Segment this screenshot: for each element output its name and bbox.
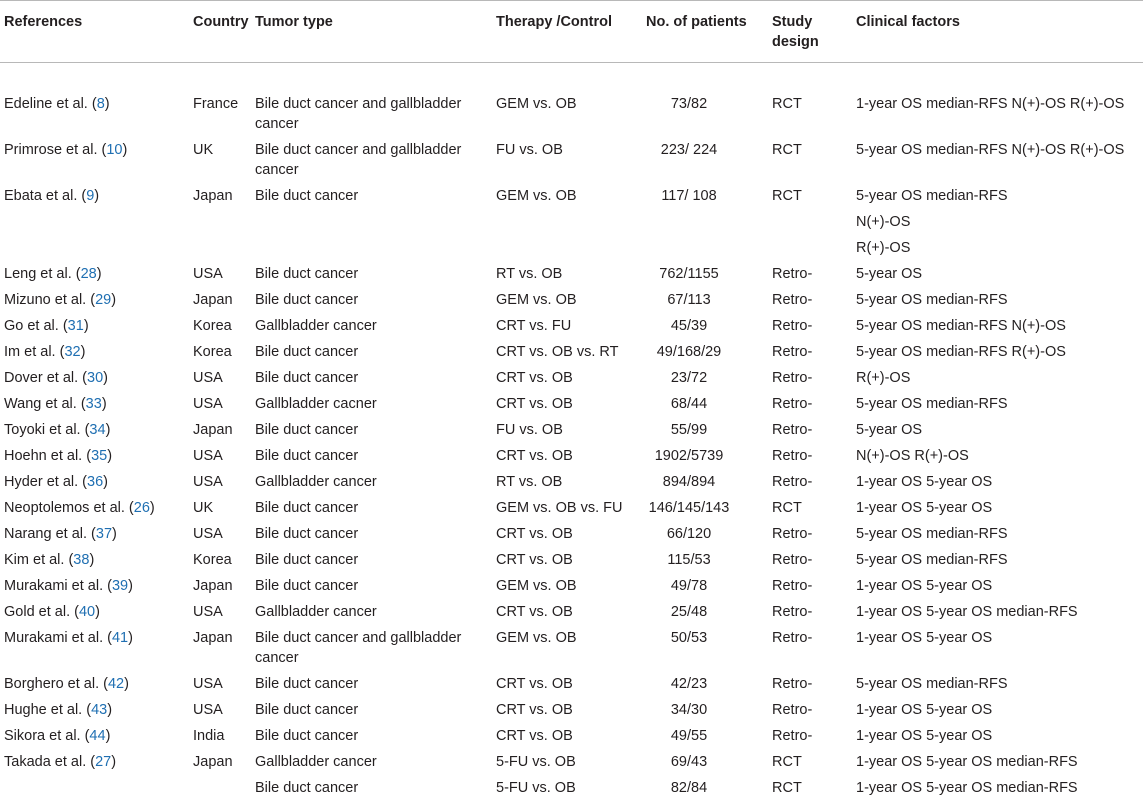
header-factors: Clinical factors <box>854 1 1143 63</box>
cell-design: Retro- <box>772 417 854 443</box>
cell-reference <box>0 287 193 313</box>
factors-line: 5-year OS <box>856 264 1143 284</box>
cell-reference <box>0 469 193 495</box>
cell-clinical-factors <box>854 671 1143 697</box>
cell-therapy: FU vs. OB <box>496 137 646 183</box>
cell-therapy: CRT vs. FU <box>496 313 646 339</box>
cell-patients: 49/168/29 <box>646 339 772 365</box>
cell-tumor-type: Bile duct cancer <box>255 339 496 365</box>
header-references: References <box>0 1 193 63</box>
table-row <box>0 625 1143 671</box>
cell-patients: 49/78 <box>646 573 772 599</box>
cell-clinical-factors <box>854 599 1143 625</box>
cell-design: Retro- <box>772 521 854 547</box>
author-text: Takada et al. ( <box>4 754 95 770</box>
author-text: Gold et al. ( <box>4 604 79 620</box>
cell-patients: 69/43 <box>646 749 772 775</box>
cell-country: India <box>193 723 255 749</box>
table-row <box>0 137 1143 183</box>
cell-country: USA <box>193 261 255 287</box>
author-text: Im et al. ( <box>4 344 64 360</box>
citation-close: ) <box>106 728 111 744</box>
citation-close: ) <box>84 318 89 334</box>
cell-design: RCT <box>772 749 854 775</box>
cell-design: Retro- <box>772 261 854 287</box>
cell-therapy: FU vs. OB <box>496 417 646 443</box>
cell-tumor-type: Bile duct cancer and gallbladder cancer <box>255 137 496 183</box>
cell-clinical-factors <box>854 137 1143 183</box>
cell-design: Retro- <box>772 697 854 723</box>
cell-clinical-factors <box>854 469 1143 495</box>
table-row <box>0 495 1143 521</box>
cell-design: RCT <box>772 63 854 138</box>
cell-clinical-factors <box>854 521 1143 547</box>
cell-design: RCT <box>772 137 854 183</box>
citation-link[interactable]: 37 <box>96 526 112 542</box>
citation-close: ) <box>81 344 86 360</box>
table-row <box>0 443 1143 469</box>
cell-clinical-factors <box>854 339 1143 365</box>
table-row <box>0 775 1143 801</box>
table-row <box>0 573 1143 599</box>
factors-line: N(+)-OS R(+)-OS <box>856 446 1143 466</box>
cell-country: UK <box>193 495 255 521</box>
cell-design: Retro- <box>772 391 854 417</box>
cell-tumor-type: Gallbladder cancer <box>255 749 496 775</box>
cell-design: Retro- <box>772 287 854 313</box>
factors-line: 1-year OS 5-year OS median-RFS <box>856 752 1143 772</box>
cell-tumor-type: Bile duct cancer <box>255 697 496 723</box>
cell-tumor-type: Bile duct cancer <box>255 495 496 521</box>
cell-reference <box>0 697 193 723</box>
citation-link[interactable]: 41 <box>112 630 128 646</box>
cell-patients: 42/23 <box>646 671 772 697</box>
table-row <box>0 183 1143 261</box>
cell-tumor-type: Gallbladder cancer <box>255 599 496 625</box>
cell-therapy: GEM vs. OB <box>496 63 646 138</box>
cell-country: Japan <box>193 417 255 443</box>
cell-reference <box>0 183 193 261</box>
cell-reference <box>0 261 193 287</box>
factors-line: 1-year OS 5-year OS median-RFS <box>856 602 1143 622</box>
cell-design: Retro- <box>772 625 854 671</box>
cell-country: USA <box>193 697 255 723</box>
cell-design: Retro- <box>772 365 854 391</box>
author-text: Toyoki et al. ( <box>4 422 89 438</box>
factors-line: 5-year OS median-RFS <box>856 186 1143 206</box>
citation-link[interactable]: 8 <box>97 96 105 112</box>
factors-line: 1-year OS 5-year OS <box>856 628 1143 648</box>
cell-reference <box>0 749 193 775</box>
header-country: Country <box>193 1 255 63</box>
cell-therapy: CRT vs. OB <box>496 443 646 469</box>
cell-design: Retro- <box>772 443 854 469</box>
cell-country: Japan <box>193 183 255 261</box>
table-row <box>0 313 1143 339</box>
cell-clinical-factors <box>854 573 1143 599</box>
citation-link[interactable]: 30 <box>87 370 103 386</box>
cell-clinical-factors <box>854 261 1143 287</box>
cell-reference <box>0 521 193 547</box>
cell-design: RCT <box>772 775 854 801</box>
citation-close: ) <box>111 754 116 770</box>
citation-link[interactable]: 38 <box>73 552 89 568</box>
cell-patients: 223/ 224 <box>646 137 772 183</box>
cell-design: Retro- <box>772 547 854 573</box>
citation-link[interactable]: 36 <box>87 474 103 490</box>
cell-patients: 146/145/143 <box>646 495 772 521</box>
table-row <box>0 697 1143 723</box>
cell-tumor-type: Bile duct cancer <box>255 671 496 697</box>
cell-country: USA <box>193 365 255 391</box>
author-text: Kim et al. ( <box>4 552 73 568</box>
cell-therapy: RT vs. OB <box>496 261 646 287</box>
cell-design: Retro- <box>772 573 854 599</box>
cell-reference <box>0 547 193 573</box>
cell-design: Retro- <box>772 671 854 697</box>
citation-link[interactable]: 43 <box>91 702 107 718</box>
cell-patients: 25/48 <box>646 599 772 625</box>
table-row <box>0 339 1143 365</box>
cell-country: Japan <box>193 749 255 775</box>
table-row <box>0 749 1143 775</box>
citation-link[interactable]: 29 <box>95 292 111 308</box>
citation-link[interactable]: 34 <box>89 422 105 438</box>
cell-patients: 117/ 108 <box>646 183 772 261</box>
cell-patients: 50/53 <box>646 625 772 671</box>
cell-reference <box>0 339 193 365</box>
citation-link[interactable]: 27 <box>95 754 111 770</box>
cell-design: Retro- <box>772 469 854 495</box>
table-row <box>0 723 1143 749</box>
cell-tumor-type: Gallbladder cacner <box>255 391 496 417</box>
factors-line: 5-year OS median-RFS <box>856 550 1143 570</box>
cell-patients: 115/53 <box>646 547 772 573</box>
author-text: Murakami et al. ( <box>4 578 112 594</box>
cell-reference <box>0 599 193 625</box>
header-row <box>0 1 1143 63</box>
author-text: Leng et al. ( <box>4 266 81 282</box>
citation-close: ) <box>102 396 107 412</box>
cell-tumor-type: Bile duct cancer <box>255 723 496 749</box>
author-text: Go et al. ( <box>4 318 68 334</box>
cell-reference <box>0 495 193 521</box>
citation-close: ) <box>112 526 117 542</box>
table-row <box>0 261 1143 287</box>
cell-country <box>193 775 255 801</box>
cell-design: Retro- <box>772 313 854 339</box>
cell-tumor-type: Gallbladder cancer <box>255 469 496 495</box>
cell-clinical-factors <box>854 547 1143 573</box>
cell-tumor-type: Bile duct cancer and gallbladder cancer <box>255 625 496 671</box>
citation-close: ) <box>107 702 112 718</box>
cell-clinical-factors <box>854 313 1143 339</box>
author-text: Primrose et al. ( <box>4 142 106 158</box>
cell-therapy: CRT vs. OB vs. RT <box>496 339 646 365</box>
author-text: Hyder et al. ( <box>4 474 87 490</box>
citation-link[interactable]: 44 <box>89 728 105 744</box>
citation-close: ) <box>128 578 133 594</box>
cell-patients: 894/894 <box>646 469 772 495</box>
cell-tumor-type: Bile duct cancer and gallbladder cancer <box>255 63 496 138</box>
cell-design: RCT <box>772 183 854 261</box>
citation-close: ) <box>150 500 155 516</box>
author-text: Hoehn et al. ( <box>4 448 91 464</box>
cell-therapy: CRT vs. OB <box>496 521 646 547</box>
cell-country: USA <box>193 599 255 625</box>
cell-reference <box>0 391 193 417</box>
cell-design: Retro- <box>772 723 854 749</box>
citation-link[interactable]: 40 <box>79 604 95 620</box>
cell-country: Korea <box>193 313 255 339</box>
cell-reference <box>0 625 193 671</box>
cell-therapy: CRT vs. OB <box>496 671 646 697</box>
cell-reference <box>0 671 193 697</box>
citation-link[interactable]: 10 <box>106 142 122 158</box>
citation-link[interactable]: 33 <box>86 396 102 412</box>
cell-therapy: CRT vs. OB <box>496 723 646 749</box>
cell-reference <box>0 63 193 138</box>
cell-country: USA <box>193 671 255 697</box>
factors-line: 5-year OS median-RFS <box>856 674 1143 694</box>
cell-reference <box>0 723 193 749</box>
citation-close: ) <box>111 292 116 308</box>
cell-tumor-type: Bile duct cancer <box>255 573 496 599</box>
citation-link[interactable]: 28 <box>81 266 97 282</box>
cell-therapy: CRT vs. OB <box>496 365 646 391</box>
cell-patients: 762/1155 <box>646 261 772 287</box>
cell-therapy: CRT vs. OB <box>496 391 646 417</box>
citation-close: ) <box>107 448 112 464</box>
factors-line: 1-year OS median-RFS N(+)-OS R(+)-OS <box>856 94 1143 114</box>
cell-reference <box>0 313 193 339</box>
cell-clinical-factors <box>854 495 1143 521</box>
cell-therapy: GEM vs. OB <box>496 573 646 599</box>
author-text: Neoptolemos et al. ( <box>4 500 134 516</box>
cell-tumor-type: Bile duct cancer <box>255 183 496 261</box>
cell-tumor-type: Bile duct cancer <box>255 521 496 547</box>
cell-therapy: 5-FU vs. OB <box>496 749 646 775</box>
factors-line: 5-year OS <box>856 420 1143 440</box>
cell-tumor-type: Bile duct cancer <box>255 775 496 801</box>
cell-patients: 23/72 <box>646 365 772 391</box>
cell-therapy: CRT vs. OB <box>496 599 646 625</box>
cell-clinical-factors <box>854 417 1143 443</box>
cell-therapy: GEM vs. OB <box>496 287 646 313</box>
factors-line: 5-year OS median-RFS R(+)-OS <box>856 342 1143 362</box>
author-text: Narang et al. ( <box>4 526 96 542</box>
cell-patients: 82/84 <box>646 775 772 801</box>
cell-country: USA <box>193 443 255 469</box>
cell-clinical-factors <box>854 723 1143 749</box>
table-row <box>0 287 1143 313</box>
cell-patients: 45/39 <box>646 313 772 339</box>
factors-line: 5-year OS median-RFS N(+)-OS <box>856 316 1143 336</box>
cell-therapy: 5-FU vs. OB <box>496 775 646 801</box>
cell-patients: 68/44 <box>646 391 772 417</box>
cell-reference <box>0 573 193 599</box>
table-row <box>0 63 1143 138</box>
table-body <box>0 63 1143 801</box>
author-text: Dover et al. ( <box>4 370 87 386</box>
citation-close: ) <box>128 630 133 646</box>
cell-tumor-type: Bile duct cancer <box>255 287 496 313</box>
author-text: Murakami et al. ( <box>4 630 112 646</box>
factors-line: N(+)-OS <box>856 212 1143 232</box>
cell-clinical-factors <box>854 63 1143 138</box>
citation-close: ) <box>105 96 110 112</box>
citation-link[interactable]: 42 <box>108 676 124 692</box>
table-row <box>0 547 1143 573</box>
factors-line: 5-year OS median-RFS <box>856 524 1143 544</box>
cell-reference <box>0 417 193 443</box>
table-row <box>0 599 1143 625</box>
factors-line: R(+)-OS <box>856 238 1143 258</box>
cell-country: Japan <box>193 573 255 599</box>
cell-clinical-factors <box>854 287 1143 313</box>
cell-tumor-type: Bile duct cancer <box>255 547 496 573</box>
cell-therapy: GEM vs. OB <box>496 183 646 261</box>
citation-close: ) <box>122 142 127 158</box>
citation-close: ) <box>106 422 111 438</box>
citation-link[interactable]: 9 <box>86 188 94 204</box>
citation-close: ) <box>97 266 102 282</box>
citation-close: ) <box>103 474 108 490</box>
factors-line: 1-year OS 5-year OS <box>856 472 1143 492</box>
cell-therapy: CRT vs. OB <box>496 697 646 723</box>
header-tumor-type: Tumor type <box>255 1 496 63</box>
cell-therapy: GEM vs. OB <box>496 625 646 671</box>
table-row <box>0 391 1143 417</box>
author-text: Borghero et al. ( <box>4 676 108 692</box>
factors-line: 5-year OS median-RFS <box>856 290 1143 310</box>
cell-country: USA <box>193 521 255 547</box>
cell-clinical-factors <box>854 391 1143 417</box>
citation-close: ) <box>95 604 100 620</box>
cell-country: USA <box>193 391 255 417</box>
cell-patients: 34/30 <box>646 697 772 723</box>
factors-line: 1-year OS 5-year OS <box>856 498 1143 518</box>
factors-line: 1-year OS 5-year OS <box>856 700 1143 720</box>
cell-patients: 66/120 <box>646 521 772 547</box>
header-therapy: Therapy /Control <box>496 1 646 63</box>
cell-patients: 73/82 <box>646 63 772 138</box>
cell-country: Korea <box>193 547 255 573</box>
table-row <box>0 469 1143 495</box>
cell-reference <box>0 365 193 391</box>
cell-clinical-factors <box>854 775 1143 801</box>
cell-reference <box>0 137 193 183</box>
table-row <box>0 365 1143 391</box>
cell-patients: 49/55 <box>646 723 772 749</box>
factors-line: 5-year OS median-RFS N(+)-OS R(+)-OS <box>856 140 1143 160</box>
citation-link[interactable]: 31 <box>68 318 84 334</box>
citation-close: ) <box>124 676 129 692</box>
author-text: Ebata et al. ( <box>4 188 86 204</box>
citation-close: ) <box>94 188 99 204</box>
cell-patients: 1902/5739 <box>646 443 772 469</box>
cell-design: Retro- <box>772 599 854 625</box>
factors-line: 1-year OS 5-year OS median-RFS <box>856 778 1143 798</box>
cell-country: Korea <box>193 339 255 365</box>
author-text: Wang et al. ( <box>4 396 86 412</box>
header-design: Study design <box>772 1 854 63</box>
cell-country: USA <box>193 469 255 495</box>
cell-patients: 55/99 <box>646 417 772 443</box>
cell-clinical-factors <box>854 697 1143 723</box>
cell-country: UK <box>193 137 255 183</box>
cell-patients: 67/113 <box>646 287 772 313</box>
table-row <box>0 521 1143 547</box>
header-patients: No. of patients <box>646 1 772 63</box>
citation-link[interactable]: 39 <box>112 578 128 594</box>
author-text: Edeline et al. ( <box>4 96 97 112</box>
cell-tumor-type: Bile duct cancer <box>255 261 496 287</box>
cell-country: Japan <box>193 287 255 313</box>
factors-line: R(+)-OS <box>856 368 1143 388</box>
factors-line: 5-year OS median-RFS <box>856 394 1143 414</box>
cell-clinical-factors <box>854 443 1143 469</box>
cell-therapy: RT vs. OB <box>496 469 646 495</box>
cell-tumor-type: Bile duct cancer <box>255 417 496 443</box>
cell-tumor-type: Bile duct cancer <box>255 365 496 391</box>
author-text: Mizuno et al. ( <box>4 292 95 308</box>
factors-line: 1-year OS 5-year OS <box>856 726 1143 746</box>
cell-therapy: GEM vs. OB vs. FU <box>496 495 646 521</box>
author-text: Hughe et al. ( <box>4 702 91 718</box>
cell-therapy: CRT vs. OB <box>496 547 646 573</box>
cell-design: RCT <box>772 495 854 521</box>
cell-reference <box>0 443 193 469</box>
cell-clinical-factors <box>854 183 1143 261</box>
cell-design: Retro- <box>772 339 854 365</box>
citation-link[interactable]: 35 <box>91 448 107 464</box>
citation-close: ) <box>103 370 108 386</box>
cell-clinical-factors <box>854 749 1143 775</box>
cell-clinical-factors <box>854 365 1143 391</box>
cell-clinical-factors <box>854 625 1143 671</box>
citation-link[interactable]: 32 <box>64 344 80 360</box>
table-header <box>0 1 1143 63</box>
citation-close: ) <box>89 552 94 568</box>
table-row <box>0 417 1143 443</box>
cell-tumor-type: Gallbladder cancer <box>255 313 496 339</box>
cell-tumor-type: Bile duct cancer <box>255 443 496 469</box>
cell-reference <box>0 775 193 801</box>
factors-line: 1-year OS 5-year OS <box>856 576 1143 596</box>
cell-country: Japan <box>193 625 255 671</box>
cell-country: France <box>193 63 255 138</box>
table-row <box>0 671 1143 697</box>
author-text: Sikora et al. ( <box>4 728 89 744</box>
citation-link[interactable]: 26 <box>134 500 150 516</box>
